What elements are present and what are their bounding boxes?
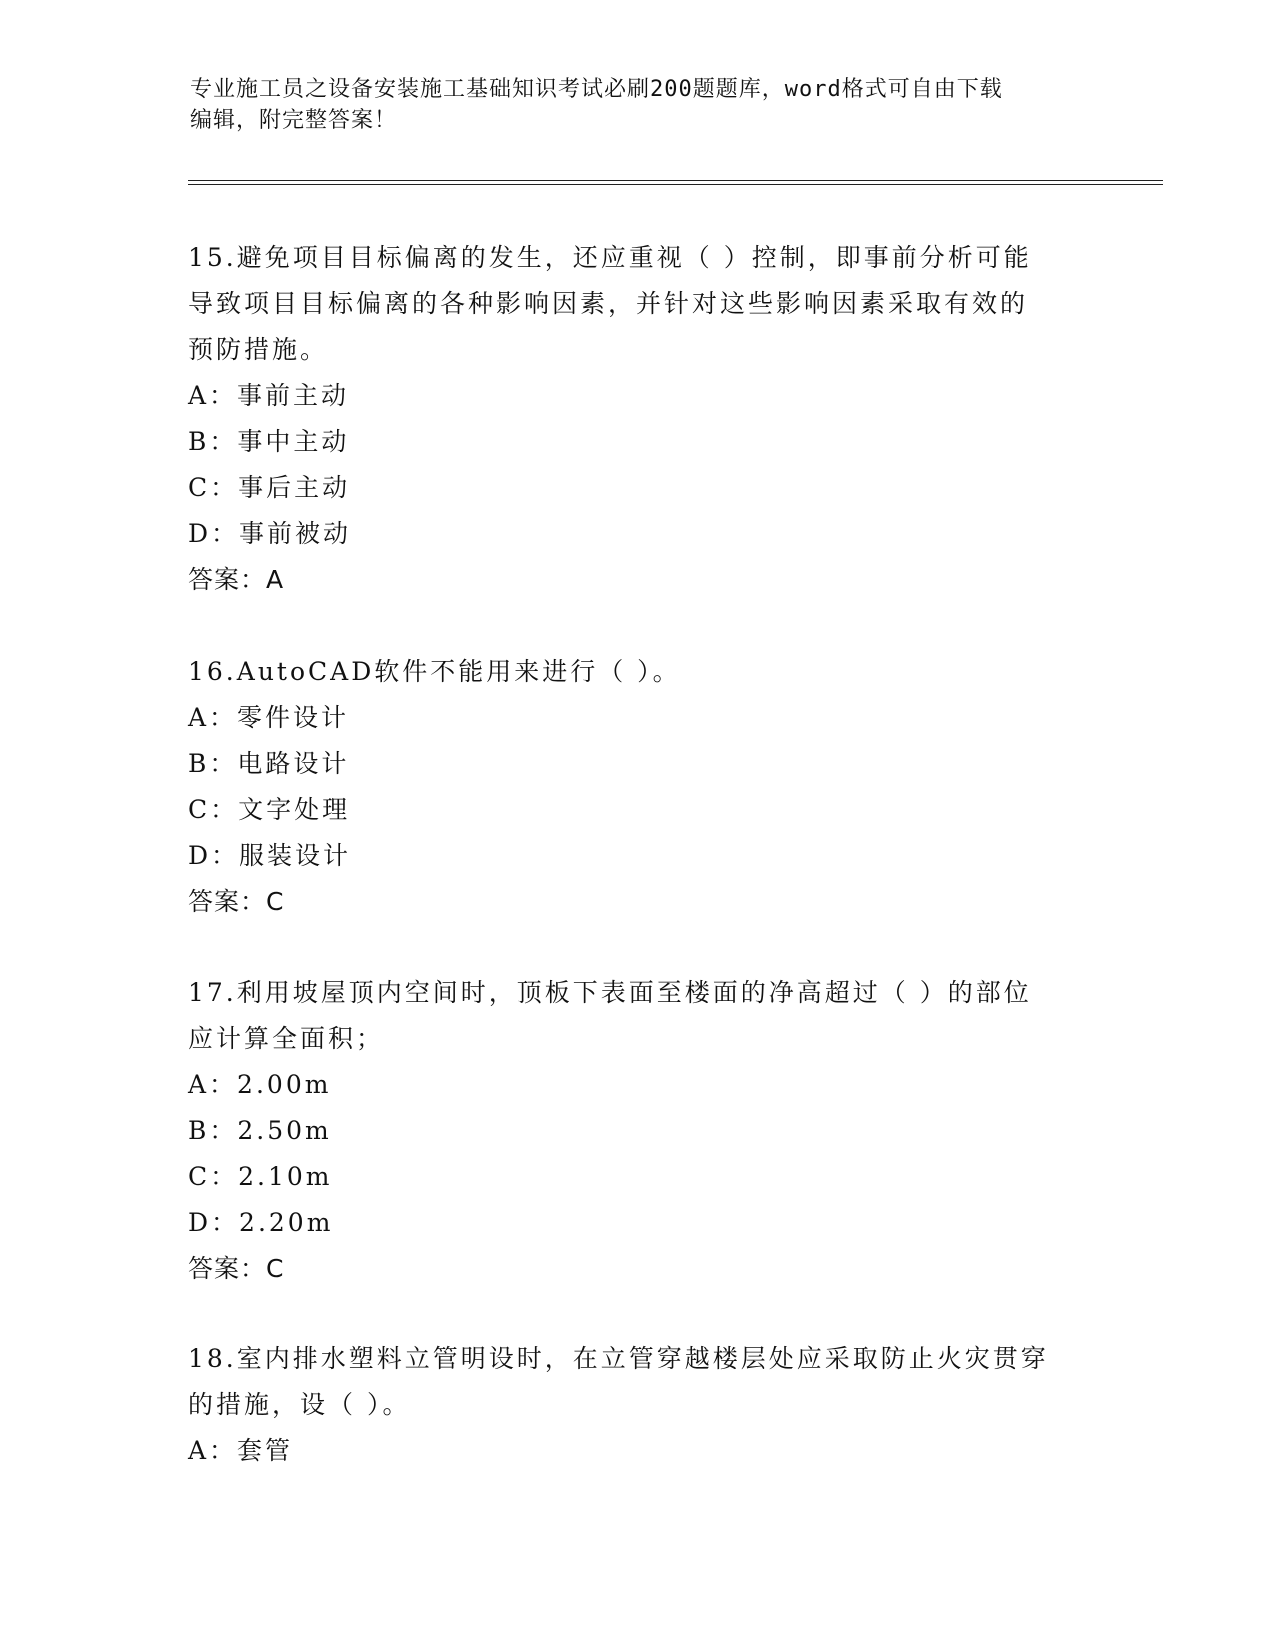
header-title-line-2: 编辑，附完整答案！ bbox=[190, 108, 398, 133]
question-16 bbox=[188, 649, 1088, 925]
question-18 bbox=[188, 1336, 1088, 1474]
question-stem-line: 17.利用坡屋顶内空间时，顶板下表面至楼面的净高超过（ ）的部位 bbox=[188, 978, 1032, 1007]
header-title-line-1: 专业施工员之设备安装施工基础知识考试必刷200题题库，word格式可自由下载 bbox=[190, 77, 1003, 102]
question-stem-line: 的措施，设（ ）。 bbox=[188, 1390, 411, 1419]
option-b: B：2.50m bbox=[188, 1116, 332, 1145]
question-stem-line: 16.AutoCAD软件不能用来进行（ ）。 bbox=[188, 657, 681, 686]
option-b: B：事中主动 bbox=[188, 427, 350, 456]
document-header bbox=[190, 74, 1090, 136]
answer-line: 答案：A bbox=[188, 565, 285, 594]
question-stem-line: 15.避免项目目标偏离的发生，还应重视（ ）控制，即事前分析可能 bbox=[188, 243, 1032, 272]
answer-line: 答案：C bbox=[188, 1254, 285, 1283]
option-c: C：2.10m bbox=[188, 1162, 333, 1191]
option-d: D：事前被动 bbox=[188, 519, 352, 548]
header-divider-bottom bbox=[188, 184, 1163, 185]
header-divider-top bbox=[188, 180, 1163, 181]
option-c: C：事后主动 bbox=[188, 473, 351, 502]
option-d: D：2.20m bbox=[188, 1208, 334, 1237]
question-stem-line: 18.室内排水塑料立管明设时，在立管穿越楼层处应采取防止火灾贯穿 bbox=[188, 1344, 1049, 1373]
question-stem-line: 导致项目目标偏离的各种影响因素，并针对这些影响因素采取有效的 bbox=[188, 289, 1029, 318]
option-a: A：套管 bbox=[188, 1436, 294, 1465]
option-a: A：2.00m bbox=[188, 1070, 332, 1099]
option-c: C：文字处理 bbox=[188, 795, 351, 824]
option-d: D：服装设计 bbox=[188, 841, 352, 870]
question-17 bbox=[188, 970, 1088, 1292]
question-stem-line: 应计算全面积； bbox=[188, 1024, 385, 1053]
option-a: A：事前主动 bbox=[188, 381, 350, 410]
option-a: A：零件设计 bbox=[188, 703, 350, 732]
question-stem-line: 预防措施。 bbox=[188, 335, 329, 364]
answer-line: 答案：C bbox=[188, 887, 285, 916]
question-15 bbox=[188, 235, 1088, 603]
option-b: B：电路设计 bbox=[188, 749, 350, 778]
